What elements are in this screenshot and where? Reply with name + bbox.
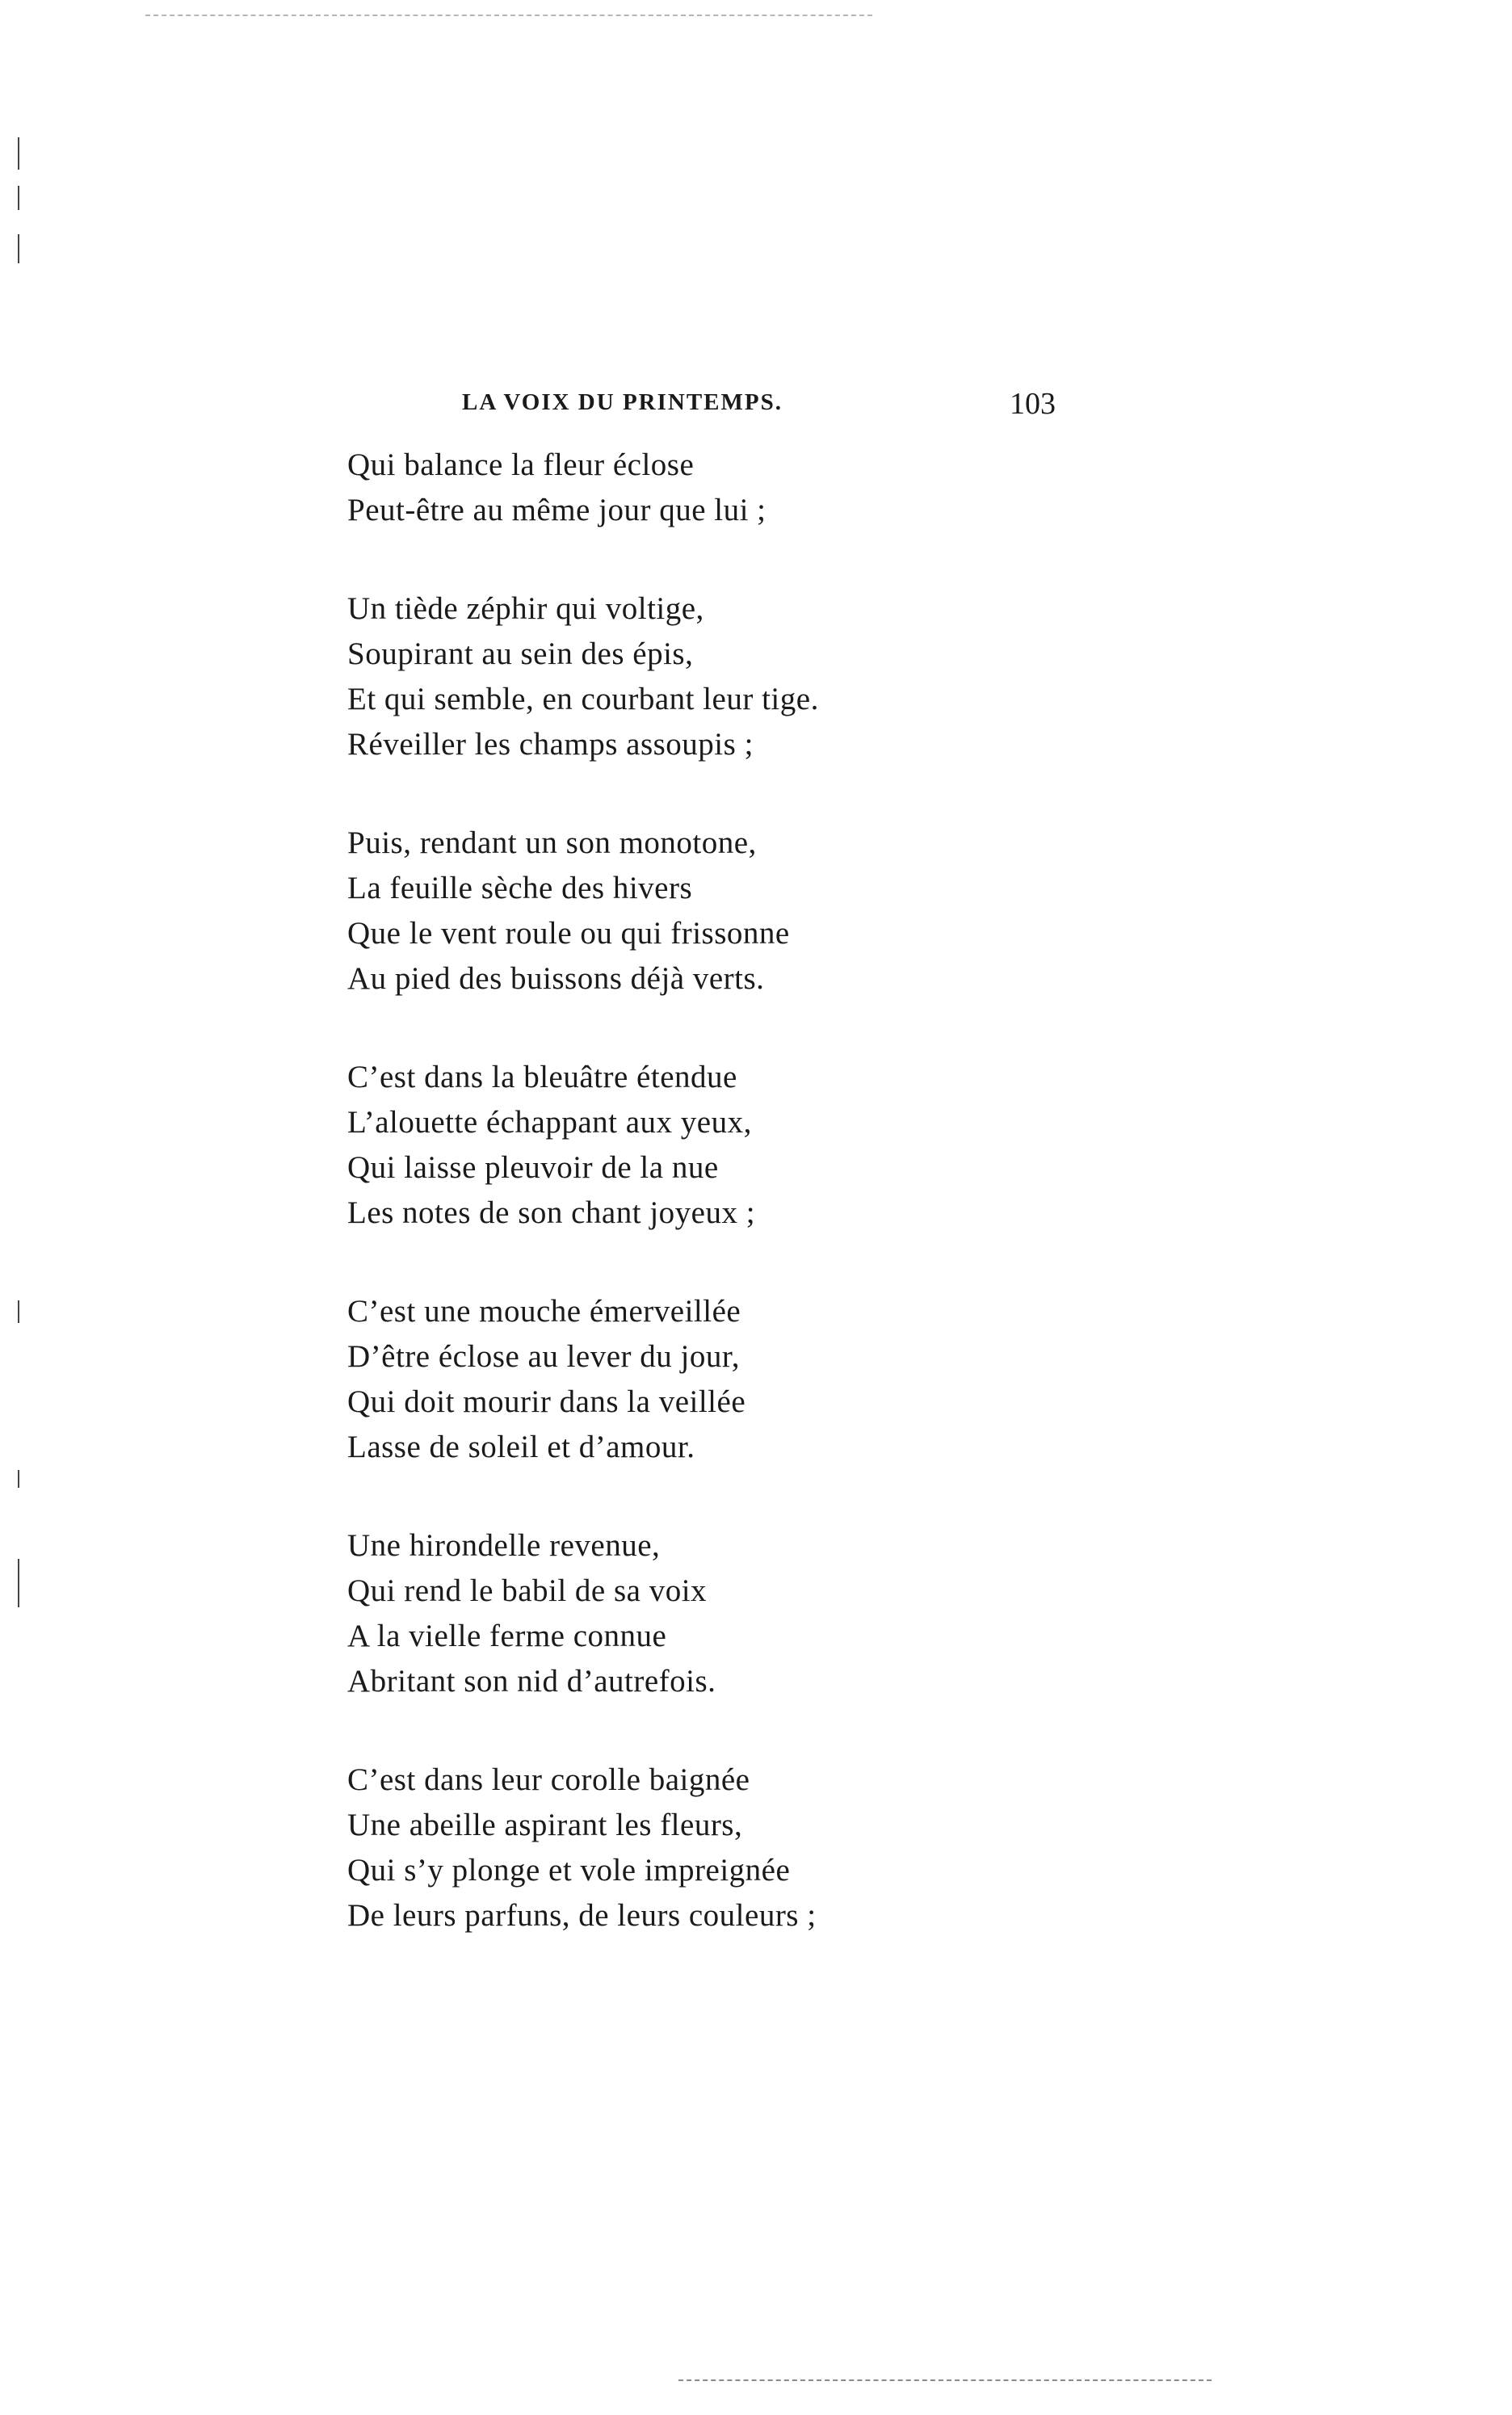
verse-line: Abritant son nid d’autrefois.: [347, 1664, 716, 1699]
verse-line: Une hirondelle revenue,: [347, 1528, 661, 1563]
running-head: LA VOIX DU PRINTEMPS.: [462, 389, 783, 415]
verse-line: D’être éclose au lever du jour,: [347, 1339, 741, 1374]
verse-line: C’est dans leur corolle baignée: [347, 1762, 750, 1797]
verse-line: A la vielle ferme connue: [347, 1619, 667, 1653]
stanza: [347, 1758, 1074, 1938]
verse-line: Puis, rendant un son monotone,: [347, 825, 757, 860]
verse-line: C’est dans la bleuâtre étendue: [347, 1060, 737, 1094]
verse-line: Réveiller les champs assoupis ;: [347, 727, 754, 762]
verse-line: Que le vent roule ou qui frissonne: [347, 916, 790, 951]
stanza: [347, 1289, 1074, 1470]
verse-line: La feuille sèche des hivers: [347, 871, 693, 905]
stanza: [347, 1055, 1074, 1236]
stanza: [347, 586, 1074, 767]
verse-line: Peut-être au même jour que lui ;: [347, 493, 766, 527]
verse-line: L’alouette échappant aux yeux,: [347, 1105, 752, 1140]
stanza: [347, 821, 1074, 1002]
scan-artifact-bottom: [678, 2379, 1212, 2381]
margin-mark: [18, 1300, 19, 1323]
scan-artifact-top: [145, 15, 872, 16]
verse-line: Qui balance la fleur éclose: [347, 447, 695, 482]
stanza: [347, 443, 1074, 533]
verse-line: Une abeille aspirant les fleurs,: [347, 1808, 743, 1842]
margin-mark: [18, 137, 19, 170]
stanza: [347, 1523, 1074, 1704]
margin-mark: [18, 186, 19, 210]
verse-line: Et qui semble, en courbant leur tige.: [347, 682, 819, 716]
poem: [347, 443, 1074, 1992]
page-number: 103: [1010, 387, 1056, 421]
verse-line: Qui s’y plonge et vole impreignée: [347, 1853, 791, 1888]
verse-line: Les notes de son chant joyeux ;: [347, 1195, 756, 1230]
margin-mark: [18, 1559, 19, 1607]
verse-line: Soupirant au sein des épis,: [347, 636, 694, 671]
margin-mark: [18, 1470, 19, 1488]
verse-line: Au pied des buissons déjà verts.: [347, 961, 765, 996]
verse-line: Qui rend le babil de sa voix: [347, 1573, 708, 1608]
verse-line: Qui doit mourir dans la veillée: [347, 1384, 746, 1419]
verse-line: C’est une mouche émerveillée: [347, 1294, 741, 1329]
verse-line: Lasse de soleil et d’amour.: [347, 1430, 695, 1464]
verse-line: Un tiède zéphir qui voltige,: [347, 591, 704, 626]
margin-mark: [18, 234, 19, 263]
verse-line: Qui laisse pleuvoir de la nue: [347, 1150, 719, 1185]
verse-line: De leurs parfuns, de leurs couleurs ;: [347, 1898, 817, 1933]
